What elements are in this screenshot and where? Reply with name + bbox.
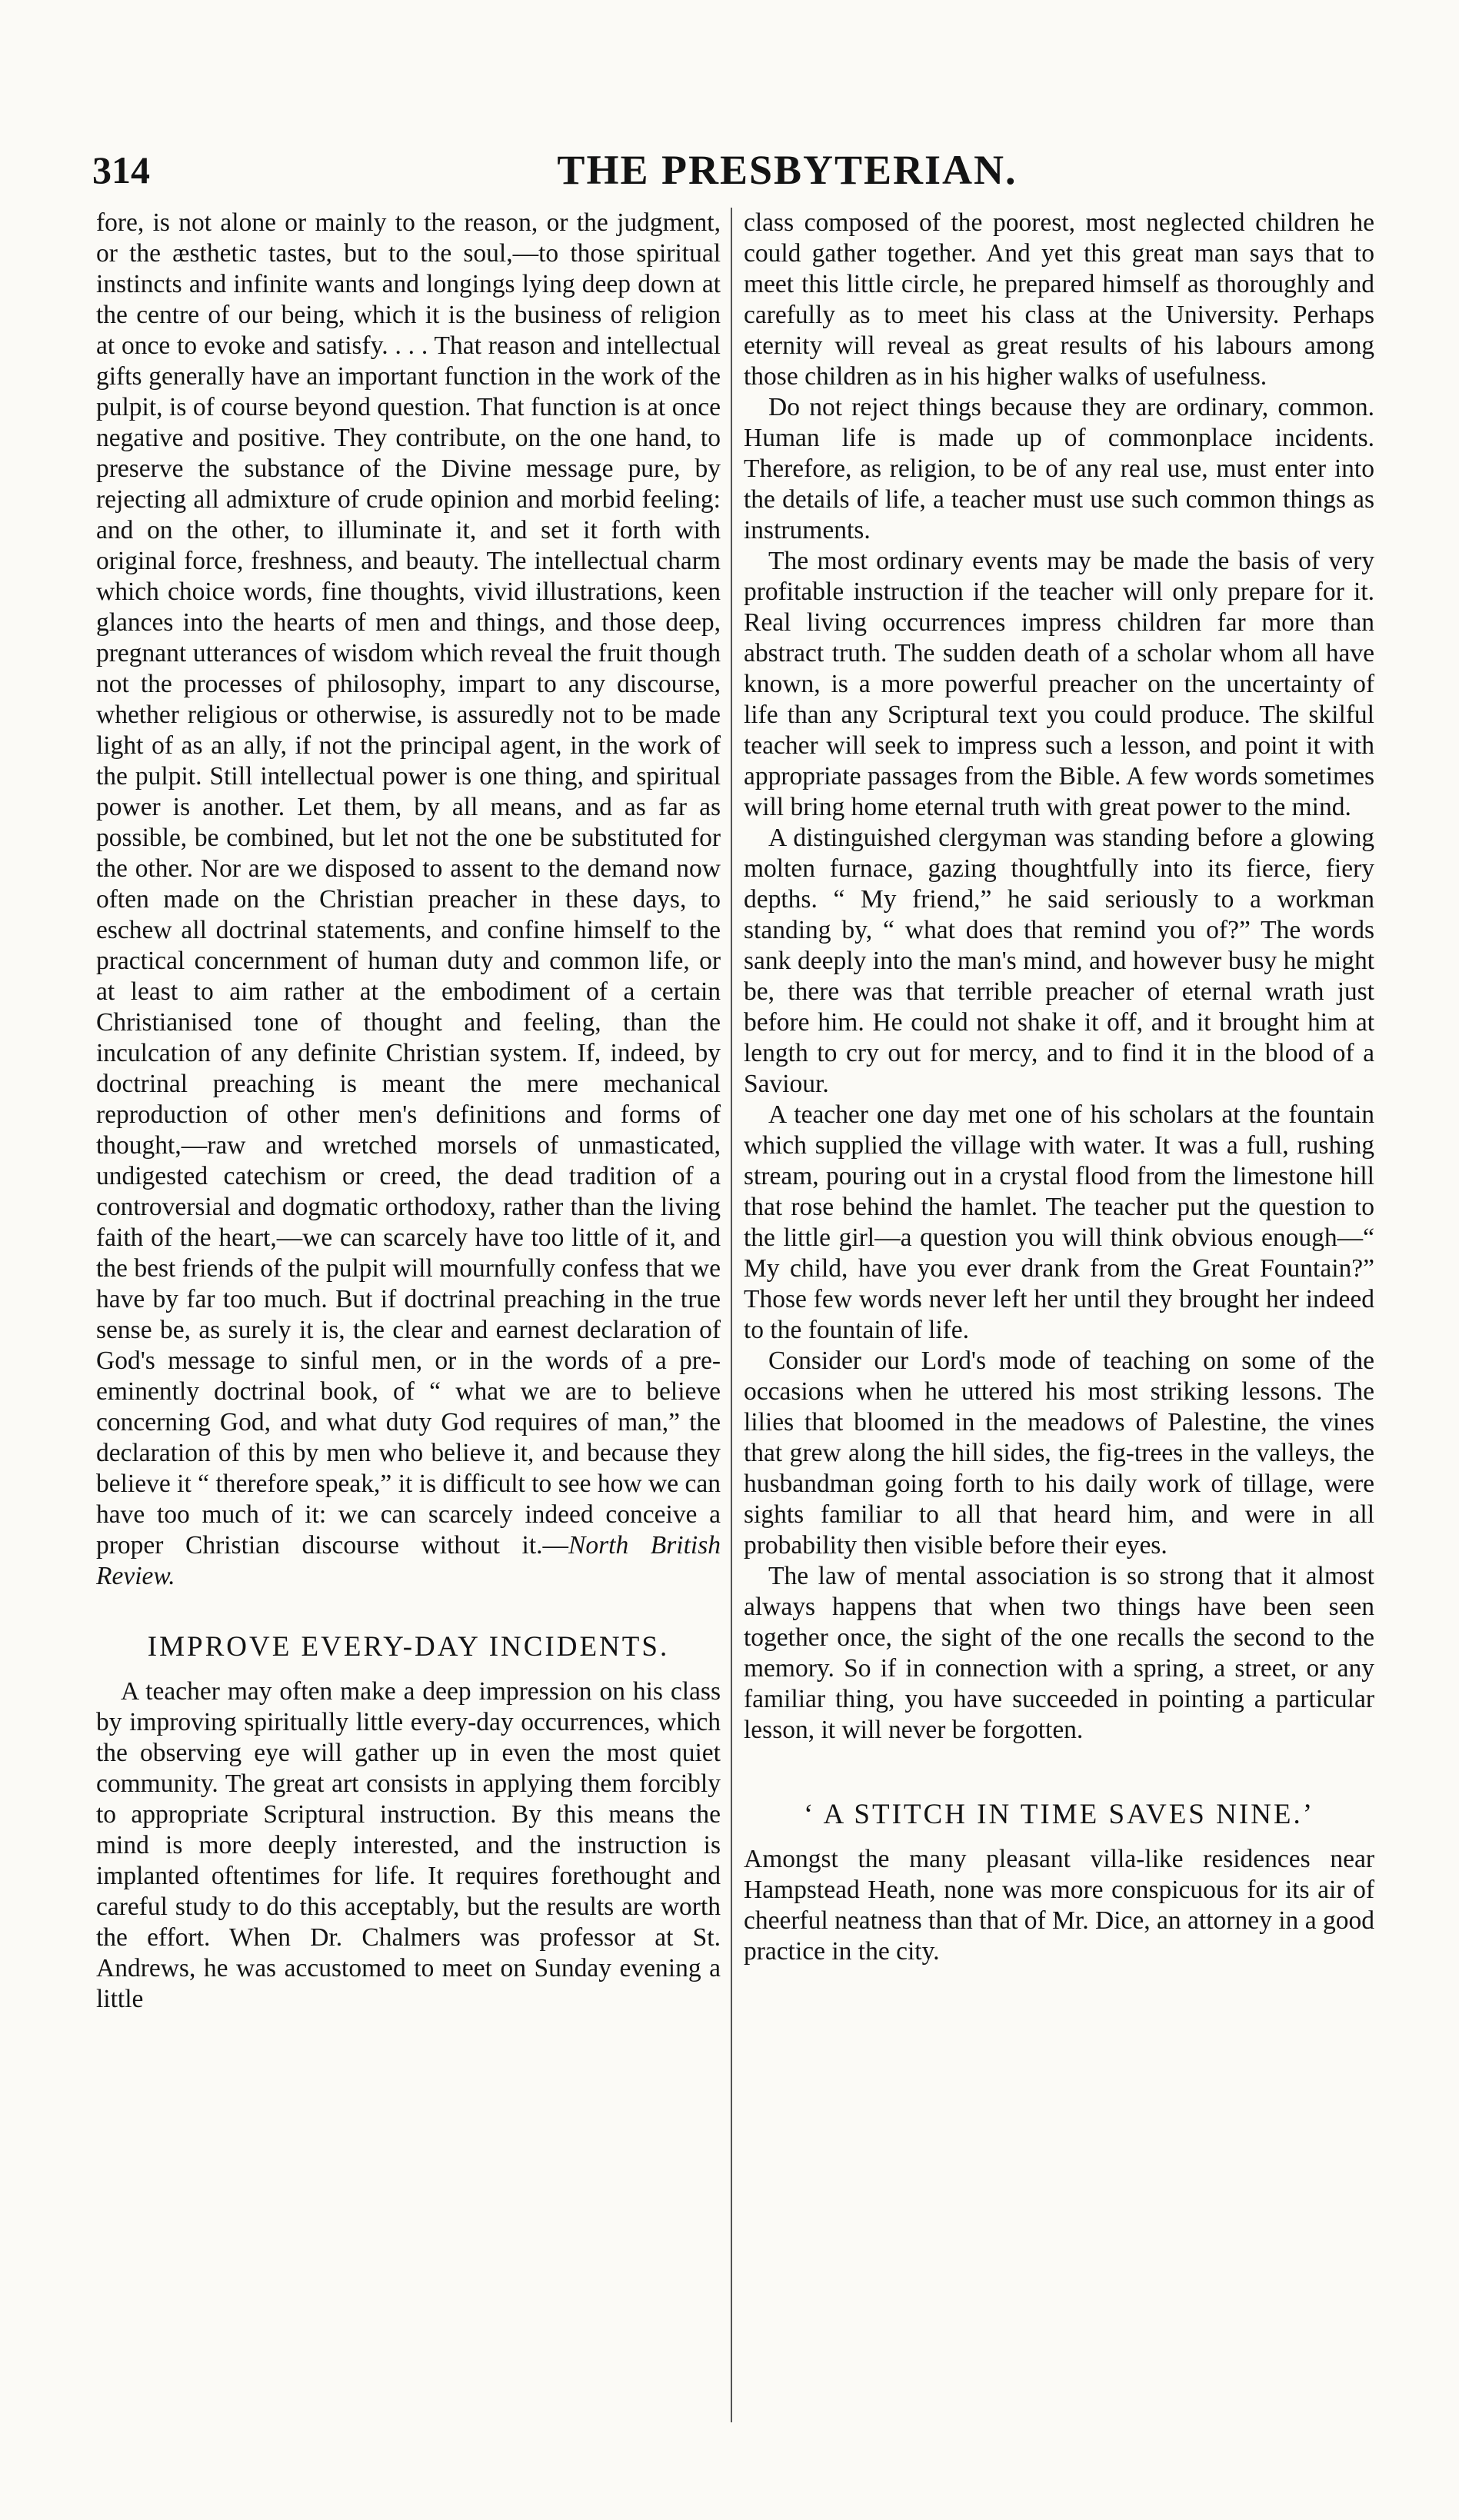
left-column	[96, 208, 721, 2015]
column-divider	[731, 208, 732, 2422]
right-column	[744, 208, 1374, 1967]
paragraph: A teacher one day met one of his scholars at the fountain which supplied the village with water. It was a full, rushing stream, pouring out in a crystal flood from the limestone hill that rose behind the hamlet. The teacher put the question to the little girl—a question you will think obvious enough—“ My child, have you ever drank from the Great Fountain?” Those few words never left her until they brought her indeed to the fountain of life.	[744, 1100, 1374, 1344]
paragraph: class composed of the poorest, most neglected children he could gather together. And yet this great man says that to meet this little circle, he prepared himself as thoroughly and carefully as to meet his class at the University. Perhaps eternity will reveal as great results of his labours among those children as in his higher walks of usefulness.	[744, 208, 1374, 391]
running-title: THE PRESBYTERIAN.	[557, 147, 1018, 193]
incidents-paragraph: A teacher may often make a deep impression on his class by improving spiritually little every-day occurrences, which the observing eye will gather up in even the most quiet community. The great art consists in applying them forcibly to appropriate Scriptural instruction. By this means the mind is more deeply interested, and the instruction is implanted oftentimes for life. It requires forethought and careful study to do this acceptably, but the results are worth the effort. When Dr. Chalmers was professor at St. Andrews, he was accustomed to meet on Sunday evening a little	[96, 1677, 721, 2013]
article-continuation	[96, 208, 721, 1592]
paragraph: Consider our Lord's mode of teaching on some of the occasions when he uttered his most striking lessons. The lilies that bloomed in the meadows of Palestine, the vines that grew along the hill sides, the fig-trees in the valleys, the husbandman going forth to his daily work of tillage, were sights familiar to all that heard him, and were in all probability then visible before their eyes.	[744, 1347, 1374, 1560]
paragraph: Do not reject things because they are ordinary, common. Human life is made up of commonplace incidents. Therefore, as religion, to be of any real use, must enter into the details of life, a teacher must use such common things as instruments.	[744, 393, 1374, 544]
stitch-paragraph: Amongst the many pleasant villa-like residences near Hampstead Heath, none was more conspicuous for its air of cheerful neatness than that of Mr. Dice, an attorney in a good practice in the city.	[744, 1845, 1374, 1966]
source-citation: North British Review.	[96, 1531, 721, 1590]
paragraph: The law of mental association is so strong that it almost always happens that when two things have been seen together once, the sight of the one recalls the second to the memory. So if in connection with a spring, a street, or any familiar thing, you have succeeded in pointing a particular lesson, it will never be forgotten.	[744, 1562, 1374, 1744]
continuation-text: fore, is not alone or mainly to the reason, or the judgment, or the æsthetic tastes, but to the soul,—to those spiritual instincts and infinite wants and longings lying deep down at the centre of our being, which it is the business of religion at once to evoke and satisfy. . . . That reason and intellectual gifts generally have an important function in the work of the pulpit, is of course beyond question. That function is at once negative and positive. They contribute, on the one hand, to preserve the substance of the Divine message pure, by rejecting all admixture of crude opinion and morbid feeling: and on the other, to illuminate it, and set it forth with original force, freshness, and beauty. The intellectual charm which choice words, fine thoughts, vivid illustrations, keen glances into the hearts of men and things, and those deep, pregnant utterances of wisdom which reveal the fruit though not the processes of philosophy, impart to any discourse, whether religious or otherwise, is assuredly not to be made light of as an ally, if not the principal agent, in the work of the pulpit. Still intellectual power is one thing, and spiritual power is another. Let them, by all means, and as far as possible, be combined, but let not the one be substituted for the other. Nor are we disposed to assent to the demand now often made on the Christian preacher in these days, to eschew all doctrinal statements, and confine himself to the practical concernment of human duty and common life, or at least to aim rather at the embodiment of a certain Christianised tone of thought and feeling, than the inculcation of any definite Christian system. If, indeed, by doctrinal preaching is meant the mere mechanical reproduction of other men's definitions and forms of thought,—raw and wretched morsels of unmasticated, undigested catechism or creed, the dead tradition of a controversial and dogmatic orthodoxy, rather than the living faith of the heart,—we can scarcely have too little of it, and the best friends of the pulpit will mournfully confess that we have by far too much. But if doctrinal preaching in the true sense be, as surely it is, the clear and earnest declaration of God's message to sinful men, or in the words of a pre-eminently doctrinal book, of “ what we are to believe concerning God, and what duty God requires of man,” the declaration of this by men who believe it, and because they believe it “ therefore speak,” it is difficult to see how we can have too much of it: we can scarcely indeed conceive a proper Christian discourse without it.—	[96, 208, 721, 1560]
paragraph: The most ordinary events may be made the basis of very profitable instruction if the teacher will only prepare for it. Real living occurrences impress children far more than abstract truth. The sudden death of a scholar whom all have known, is a more powerful preacher on the uncertainty of life than any Scriptural text you could produce. The skilful teacher will seek to impress such a lesson, and point it with appropriate passages from the Bible. A few words sometimes will bring home eternal truth with great power to the mind.	[744, 547, 1374, 821]
section-heading-stitch: ‘ A STITCH IN TIME SAVES NINE.’	[803, 1799, 1315, 1830]
paragraph: A distinguished clergyman was standing before a glowing molten furnace, gazing thoughtfully into its fierce, fiery depths. “ My friend,” he said seriously to a workman standing by, “ what does that remind you of?” The words sank deeply into the man's mind, and however busy he might be, there was that terrible preacher of eternal wrath just before him. He could not shake it off, and it brought him at length to cry out for mercy, and to find it in the blood of a Saviour.	[744, 824, 1374, 1098]
page-number: 314	[92, 148, 150, 191]
section-heading-incidents: IMPROVE EVERY-DAY INCIDENTS.	[147, 1631, 670, 1663]
